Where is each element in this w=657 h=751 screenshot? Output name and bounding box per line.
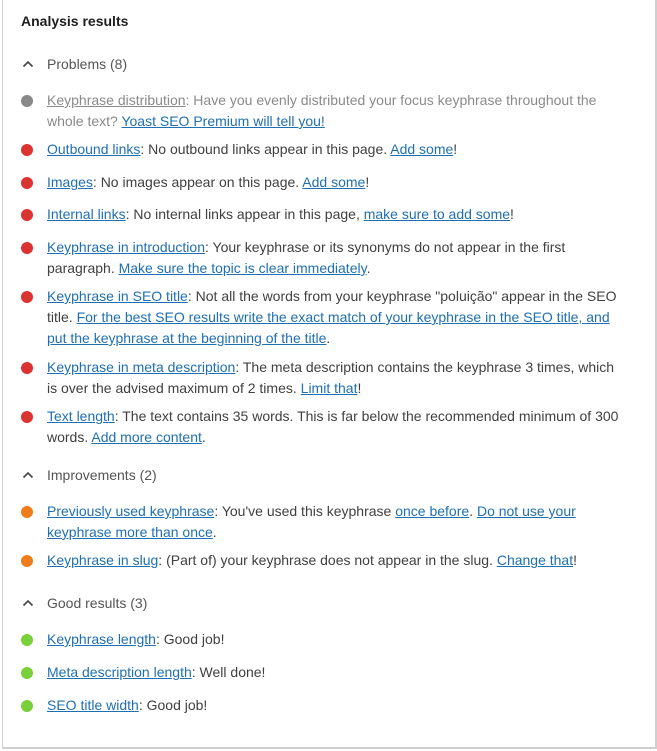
assessment-link[interactable]: Meta description length — [47, 664, 192, 680]
assessment-link[interactable]: Keyphrase in SEO title — [47, 288, 188, 304]
section-toggle-problems[interactable] — [21, 53, 127, 75]
premium-link[interactable]: Yoast SEO Premium will tell you! — [121, 113, 325, 129]
result-tail: . — [326, 330, 331, 346]
status-bullet-icon — [21, 144, 33, 156]
result-text: : No images appear on this page. — [92, 174, 303, 190]
result-tail: ! — [365, 174, 370, 190]
result-item-keyphrase-in-meta-description — [21, 357, 626, 399]
result-text: : (Part of) your keyphrase does not appear in the slug. — [158, 552, 497, 568]
assessment-link[interactable]: Keyphrase in slug — [47, 552, 159, 568]
result-text: : You've used this keyphrase — [214, 503, 396, 519]
result-tail: . — [366, 260, 371, 276]
assessment-link[interactable]: SEO title width — [47, 697, 139, 713]
result-text: : The text contains 35 words. This is far below the recommended minimum of 300 words. — [47, 408, 619, 445]
assessment-link[interactable]: Keyphrase in introduction — [47, 239, 205, 255]
result-tail: ! — [510, 206, 514, 222]
section-header-label: Problems (8) — [47, 56, 128, 72]
assessment-link[interactable]: Outbound links — [47, 141, 141, 157]
status-bullet-icon — [21, 209, 33, 221]
result-item-text-length — [21, 406, 626, 448]
action-link[interactable]: Change that — [496, 552, 574, 568]
once-before-link[interactable]: once before — [395, 503, 470, 519]
result-item-meta-description-length — [21, 662, 626, 683]
result-tail: . — [201, 429, 206, 445]
result-text: : Good job! — [138, 697, 208, 713]
action-link[interactable]: Add some — [302, 174, 366, 190]
assessment-link[interactable]: Keyphrase length — [47, 631, 156, 647]
result-text: : No internal links appear in this page, — [125, 206, 364, 222]
result-text: : Well done! — [191, 664, 266, 680]
status-bullet-icon — [21, 667, 33, 679]
analysis-results-panel — [2, 0, 657, 749]
assessment-link[interactable]: Keyphrase distribution — [47, 92, 186, 108]
status-bullet-icon — [21, 362, 33, 374]
result-item-internal-links — [21, 204, 626, 225]
result-item-seo-title-width — [21, 695, 626, 716]
section-toggle-improvements[interactable] — [21, 464, 157, 486]
result-item-images — [21, 172, 626, 193]
result-text: : Good job! — [155, 631, 225, 647]
result-item-keyphrase-in-slug — [21, 550, 626, 571]
chevron-up-icon — [21, 596, 35, 610]
action-link[interactable]: Add some — [390, 141, 454, 157]
section-header-label: Good results (3) — [47, 595, 148, 611]
assessment-link[interactable]: Images — [47, 174, 93, 190]
section-toggle-good-results[interactable] — [21, 592, 147, 614]
status-bullet-icon — [21, 411, 33, 423]
action-link[interactable]: make sure to add some — [363, 206, 511, 222]
chevron-up-icon — [21, 468, 35, 482]
result-item-keyphrase-distribution — [21, 90, 626, 132]
status-bullet-icon — [21, 700, 33, 712]
result-item-keyphrase-in-seo-title — [21, 286, 626, 349]
result-tail: ! — [453, 141, 458, 157]
result-text: : Not all the words from your keyphrase "poluição" appear in the SEO title. — [47, 288, 617, 325]
result-tail: ! — [573, 552, 578, 568]
assessment-link[interactable]: Internal links — [47, 206, 126, 222]
status-bullet-icon — [21, 506, 33, 518]
action-link[interactable]: Add more content — [91, 429, 202, 445]
status-bullet-icon — [21, 242, 33, 254]
panel-title: Analysis results — [21, 13, 129, 29]
status-bullet-icon — [21, 634, 33, 646]
status-bullet-icon — [21, 177, 33, 189]
assessment-link[interactable]: Previously used keyphrase — [47, 503, 215, 519]
action-link[interactable]: For the best SEO results write the exact match of your keyphrase in the SEO title, and put the keyphrase at the beginning of the title — [47, 309, 610, 346]
result-item-outbound-links — [21, 139, 626, 160]
result-text: . — [469, 503, 477, 519]
status-bullet-icon — [21, 291, 33, 303]
chevron-up-icon — [21, 57, 35, 71]
action-link[interactable]: Make sure the topic is clear immediately — [118, 260, 367, 276]
action-link[interactable]: Limit that — [300, 380, 358, 396]
result-text: : The meta description contains the keyphrase 3 times, which is over the advised maximum of 2 times. — [47, 359, 615, 396]
result-text: : No outbound links appear in this page. — [140, 141, 391, 157]
result-tail: ! — [357, 380, 362, 396]
result-item-previously-used-keyphrase — [21, 501, 626, 543]
assessment-link[interactable]: Keyphrase in meta description — [47, 359, 236, 375]
result-item-keyphrase-in-introduction — [21, 237, 626, 279]
result-tail: . — [212, 524, 217, 540]
status-bullet-icon — [21, 555, 33, 567]
action-link[interactable]: Do not use your keyphrase more than once — [47, 503, 576, 540]
result-item-keyphrase-length — [21, 629, 626, 650]
section-header-label: Improvements (2) — [47, 467, 157, 483]
status-bullet-icon — [21, 95, 33, 107]
result-text: : Your keyphrase or its synonyms do not appear in the first paragraph. — [47, 239, 566, 276]
assessment-link[interactable]: Text length — [47, 408, 115, 424]
result-text: : Have you evenly distributed your focus keyphrase throughout the whole text? — [47, 92, 597, 129]
